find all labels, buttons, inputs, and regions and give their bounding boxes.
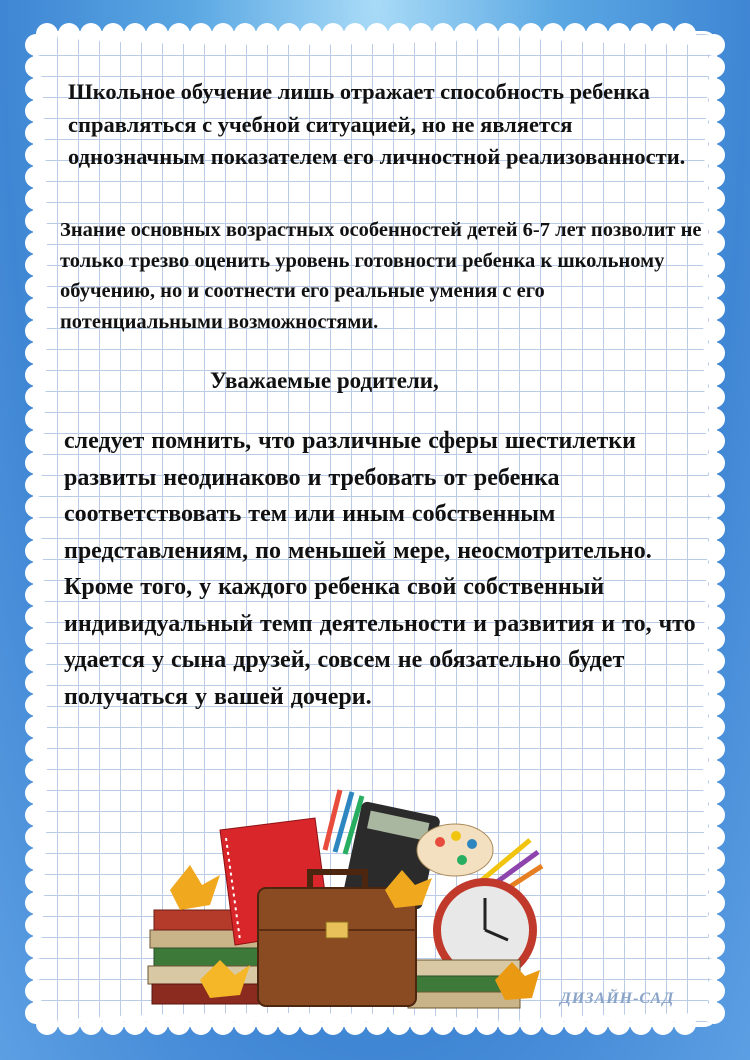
- watermark-signature: ДИЗАЙН-САД: [560, 990, 675, 1007]
- intro-paragraph: Школьное обучение лишь отражает способность ребенка справляться с учебной ситуацией, но не является однозначным показателем его личностной реализованности.: [68, 79, 686, 169]
- paint-palette-icon: [417, 824, 493, 876]
- main-paragraph: следует помнить, что различные сферы шестилетки развиты неодинаково и требовать от ребенка соответствовать тем или иным собственным представлениям, по меньшей мере, неосмотрительно. Кроме того, у каждого ребенка свой собственный индивидуальный темп деятельности и развития и то, что удается у сына друзей, совсем не обязательно будет получаться у вашей дочери.: [64, 428, 696, 710]
- knowledge-paragraph: Знание основных возрастных особенностей детей 6-7 лет позволит не только трезво оценить уровень готовности ребенка к школьному обучению, но и соотнести его реальные умения с его потенциальными возможностями.: [60, 219, 702, 333]
- school-supplies-illustration: [140, 780, 560, 1010]
- greeting-heading: Уважаемые родители,: [210, 368, 439, 393]
